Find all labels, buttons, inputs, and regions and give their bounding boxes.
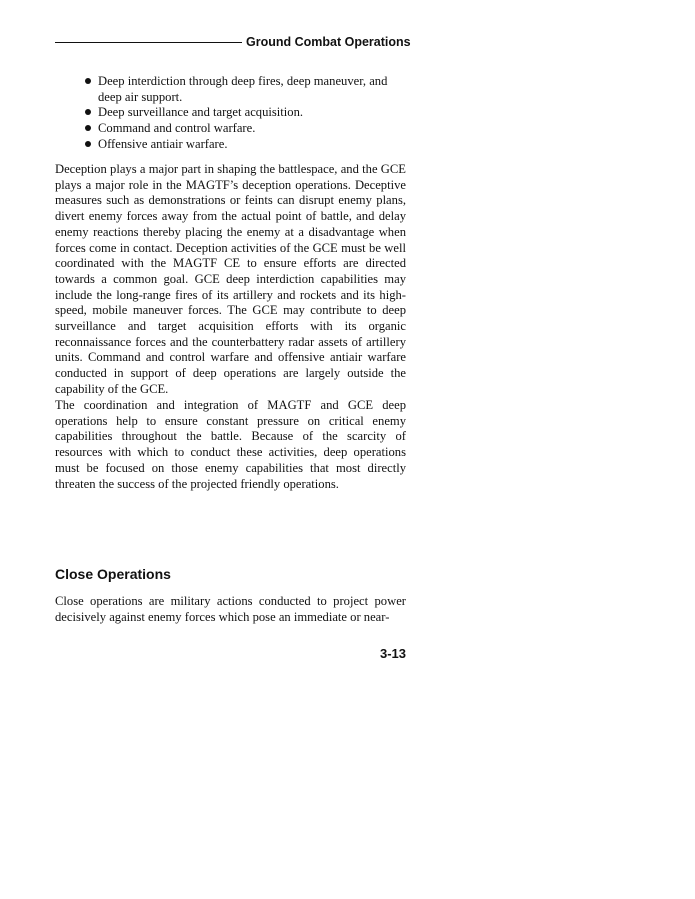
bullet-dot-icon xyxy=(85,78,91,84)
bullet-text: Command and control warfare. xyxy=(98,121,256,136)
running-header-title: Ground Combat Operations xyxy=(246,35,411,49)
bullet-text: Offensive antiair warfare. xyxy=(98,136,228,151)
bullet-dot-icon xyxy=(85,141,91,147)
section-heading: Close Operations xyxy=(55,566,171,582)
bullet-dot-icon xyxy=(85,109,91,115)
deception-paragraph: Deception plays a major part in shaping the battlespace, and the GCE plays a major role in the MAGTF’s deception operations. Deceptive measures such as demonstrations or feints can disrupt enemy plans, divert enemy forces away from the actual point of battle, and delay enemy reactions thereby placing the enemy at a disadvantage when forces come in contact. Deception activities of the GCE must be well coordinated with the MAGTF CE to ensure efforts are directed towards a common goal. GCE deep interdiction capabilities may include the long-range fires of its artillery and rockets and its high-speed, mobile maneuver forces. The GCE may contribute to deep surveillance and target acquisition efforts with its organic reconnaissance forces and the counterbattery radar assets of artillery units. Command and control warfare and offensive antiair warfare conducted in support of deep operations are largely outside the capability of the GCE. xyxy=(55,162,406,396)
bullet-list xyxy=(55,74,406,153)
bullet-item xyxy=(55,137,406,153)
bullet-item xyxy=(55,74,406,105)
bullet-item xyxy=(55,121,406,137)
coordination-paragraph: The coordination and integration of MAGTF and GCE deep operations help to ensure constant pressure on critical enemy capabilities throughout the battle. Because of the scarcity of resources with which to conduct these activities, deep operations must be focused on those enemy capabilities that most directly threaten the success of the projected friendly operations. xyxy=(55,398,406,491)
page-number: 3-13 xyxy=(379,646,406,661)
bullet-text: Deep interdiction through deep fires, deep maneuver, and deep air support. xyxy=(98,74,388,104)
bullet-dot-icon xyxy=(85,125,91,131)
bullet-item xyxy=(55,105,406,121)
close-operations-paragraph: Close operations are military actions conducted to project power decisively against enemy forces which pose an immediate or near- xyxy=(55,594,406,624)
header-rule xyxy=(55,42,242,43)
bullet-text: Deep surveillance and target acquisition. xyxy=(98,105,304,120)
